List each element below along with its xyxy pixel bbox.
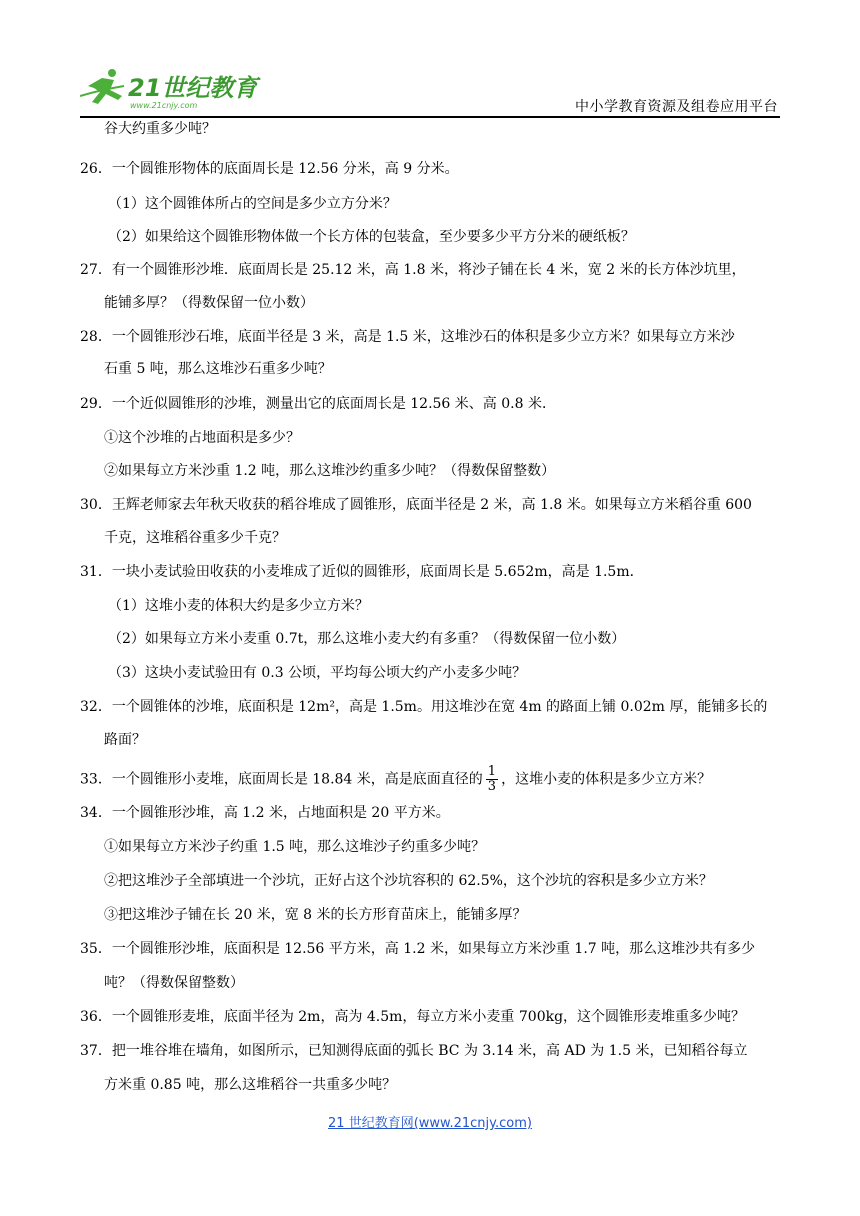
text-line: 谷大约重多少吨？: [104, 121, 216, 137]
question-27-cont: 能铺多厚？（得数保留一位小数）: [104, 295, 314, 311]
footer-link[interactable]: 21 世纪教育网(www.21cnjy.com): [328, 1116, 532, 1131]
fraction-one-third: $\frac{1}{3}$: [487, 764, 497, 794]
question-30: 30．王辉老师家去年秋天收获的稻谷堆成了圆锥形，底面半径是 2 米，高 1.8 米。如果每立方米稻谷重 600: [80, 497, 752, 513]
question-34-part-1: ①如果每立方米沙子约重 1.5 吨，那么这堆沙子约重多少吨？: [104, 839, 486, 855]
question-34-part-3: ③把这堆沙子铺在长 20 米，宽 8 米的长方形育苗床上，能铺多厚？: [104, 907, 527, 923]
svg-text:21世纪教育: 21世纪教育: [128, 74, 258, 102]
svg-text:www.21cnjy.com: www.21cnjy.com: [130, 101, 198, 110]
question-31-part-3: （3）这块小麦试验田有 0.3 公顷，平均每公顷大约产小麦多少吨？: [108, 665, 527, 681]
header-rule: [80, 116, 780, 118]
question-32: 32．一个圆锥体的沙堆，底面积是 12m²，高是 1.5m。用这堆沙在宽 4m 的路面上铺 0.02m 厚，能铺多长的: [80, 699, 768, 715]
page-header: [80, 66, 780, 116]
question-26: 26．一个圆锥形物体的底面周长是 12.56 分米，高 9 分米。: [80, 161, 459, 177]
question-27: 27．有一个圆锥形沙堆．底面周长是 25.12 米，高 1.8 米，将沙子铺在长 4 米，宽 2 米的长方体沙坑里，: [80, 262, 746, 278]
question-29: 29．一个近似圆锥形的沙堆，测量出它的底面周长是 12.56 米、高 0.8 米．: [80, 396, 556, 412]
question-37-cont: 方米重 0.85 吨，那么这堆稻谷一共重多少吨？: [104, 1077, 397, 1093]
question-34-part-2: ②把这堆沙子全部填进一个沙坑，正好占这个沙坑容积的 62.5%，这个沙坑的容积是多少立方米？: [104, 873, 713, 889]
question-33: [80, 765, 711, 794]
question-26-part-1: （1）这个圆锥体所占的空间是多少立方分米？: [108, 196, 397, 212]
question-29-part-1: ①这个沙堆的占地面积是多少？: [104, 430, 300, 446]
question-31-part-2: （2）如果每立方米小麦重 0.7t，那么这堆小麦大约有多重？（得数保留一位小数）: [108, 631, 626, 647]
question-32-cont: 路面？: [104, 732, 146, 748]
question-33-text-a: 33．一个圆锥形小麦堆，底面周长是 18.84 米，高是底面直径的: [80, 771, 483, 788]
page-footer: [0, 1112, 860, 1131]
platform-name: 中小学教育资源及组卷应用平台: [575, 99, 778, 115]
question-26-part-2: （2）如果给这个圆锥形物体做一个长方体的包装盒，至少要多少平方分米的硬纸板？: [108, 229, 635, 245]
question-36: 36．一个圆锥形麦堆，底面半径为 2m，高为 4.5m，每立方米小麦重 700kg，这个圆锥形麦堆重多少吨？: [80, 1009, 746, 1025]
question-31: 31．一块小麦试验田收获的小麦堆成了近似的圆锥形，底面周长是 5.652m，高是 1.5m．: [80, 564, 644, 580]
question-28-cont: 石重 5 吨，那么这堆沙石重多少吨？: [104, 361, 332, 377]
question-29-part-2: ②如果每立方米沙重 1.2 吨，那么这堆沙约重多少吨？（得数保留整数）: [104, 463, 556, 479]
question-37: 37．把一堆谷堆在墙角，如图所示，已知测得底面的弧长 BC 为 3.14 米，高 AD 为 1.5 米，已知稻谷每立: [80, 1043, 748, 1059]
question-31-part-1: （1）这堆小麦的体积大约是多少立方米？: [108, 598, 369, 614]
question-35-cont: 吨？（得数保留整数）: [104, 975, 244, 991]
logo-21cnjy: [80, 66, 270, 110]
question-33-text-b: ，这堆小麦的体积是多少立方米？: [501, 771, 712, 788]
question-35: 35．一个圆锥形沙堆，底面积是 12.56 平方米，高 1.2 米，如果每立方米沙重 1.7 吨，那么这堆沙共有多少: [80, 941, 756, 957]
question-28: 28．一个圆锥形沙石堆，底面半径是 3 米，高是 1.5 米，这堆沙石的体积是多少立方米？如果每立方米沙: [80, 329, 735, 345]
question-34: 34．一个圆锥形沙堆，高 1.2 米，占地面积是 20 平方米。: [80, 805, 450, 821]
question-30-cont: 千克，这堆稻谷重多少千克？: [104, 530, 286, 546]
